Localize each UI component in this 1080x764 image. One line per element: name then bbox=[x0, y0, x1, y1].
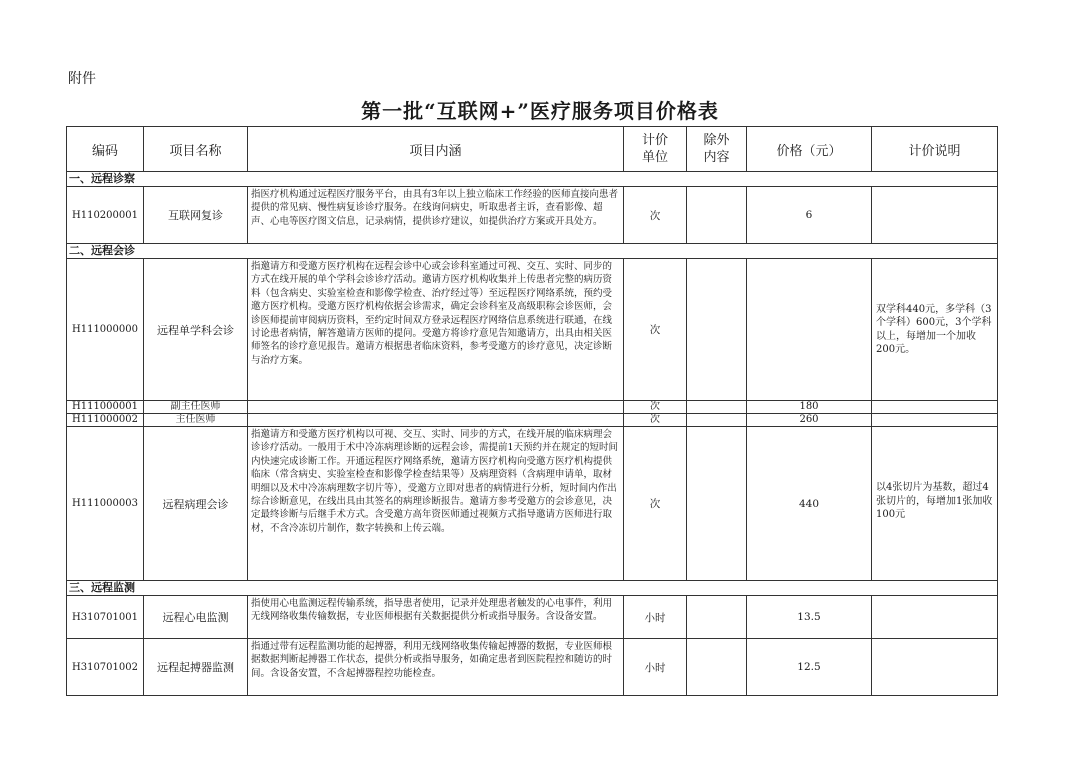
section-row bbox=[67, 172, 998, 187]
table-row bbox=[67, 596, 998, 639]
cell-note bbox=[872, 639, 998, 696]
cell-price: 6 bbox=[747, 187, 872, 244]
page-title: 第一批“互联网+”医疗服务项目价格表 bbox=[361, 99, 719, 123]
cell-note bbox=[872, 414, 998, 427]
cell-price: 13.5 bbox=[747, 596, 872, 639]
cell-unit: 小时 bbox=[624, 596, 687, 639]
cell-unit: 次 bbox=[624, 259, 687, 401]
cell-content bbox=[248, 401, 624, 414]
section-label: 二、远程会诊 bbox=[67, 244, 998, 259]
header-price: 价格（元） bbox=[747, 127, 872, 172]
cell-content: 指医疗机构通过远程医疗服务平台，由具有3年以上独立临床工作经验的医师直接向患者提供的常见病、慢性病复诊诊疗服务。在线询问病史，听取患者主诉，查看影像、超声、心电等医疗图文信息，记录病情，提供诊疗建议，如提供治疗方案或开具处方。 bbox=[248, 187, 624, 244]
cell-name: 远程单学科会诊 bbox=[144, 259, 248, 401]
cell-excluded bbox=[687, 639, 747, 696]
table-row bbox=[67, 414, 998, 427]
cell-content: 指使用心电监测远程传输系统，指导患者使用，记录并处理患者触发的心电事件，利用无线网络收集传输数据，专业医师根据有关数据提供分析或指导服务。含设备安置。 bbox=[248, 596, 624, 639]
cell-price: 260 bbox=[747, 414, 872, 427]
table-header-row bbox=[67, 127, 998, 172]
header-unit-text: 计价单位 bbox=[641, 133, 668, 165]
cell-name: 远程病理会诊 bbox=[144, 427, 248, 581]
table-row bbox=[67, 639, 998, 696]
cell-unit: 小时 bbox=[624, 639, 687, 696]
cell-content: 指通过带有远程监测功能的起搏器，利用无线网络收集传输起搏器的数据，专业医师根据数据判断起搏器工作状态，提供分析或指导服务，如确定患者到医院程控和随访的时间。含设备安置，不含起搏器程控功能检查。 bbox=[248, 639, 624, 696]
price-table bbox=[66, 126, 998, 696]
cell-content: 指邀请方和受邀方医疗机构以可视、交互、实时、同步的方式，在线开展的临床病理会诊诊疗活动。一般用于术中冷冻病理诊断的远程会诊，需提前1天预约并在规定的短时间内快速完成诊断工作。开通远程医疗网络系统，邀请方医疗机构向受邀方医疗机构提供临床（常含病史、实验室检查和影像学检查结果等）及病理资料（含病理申请单，取材明细以及术中冷冻病理数字切片等），受邀方立即对患者的病情进行分析，短时间内作出综合诊断意见，在线出具由其签名的病理诊断报告。邀请方参考受邀方的会诊意见，决定最终诊断与后继手术方式。含受邀方高年资医师通过视频方式指导邀请方医师进行取材，不含冷冻切片制作，数字转换和上传云端。 bbox=[248, 427, 624, 581]
cell-unit: 次 bbox=[624, 414, 687, 427]
cell-name: 互联网复诊 bbox=[144, 187, 248, 244]
cell-price bbox=[747, 259, 872, 401]
cell-note bbox=[872, 401, 998, 414]
cell-note bbox=[872, 596, 998, 639]
cell-price: 12.5 bbox=[747, 639, 872, 696]
cell-name: 副主任医师 bbox=[144, 401, 248, 414]
cell-name: 主任医师 bbox=[144, 414, 248, 427]
table-row bbox=[67, 427, 998, 581]
header-content: 项目内涵 bbox=[248, 127, 624, 172]
attachment-label: 附件 bbox=[68, 71, 96, 87]
cell-code: H110200001 bbox=[67, 187, 144, 244]
table-row bbox=[67, 401, 998, 414]
section-label: 一、远程诊察 bbox=[67, 172, 998, 187]
cell-name: 远程心电监测 bbox=[144, 596, 248, 639]
cell-unit: 次 bbox=[624, 401, 687, 414]
header-note: 计价说明 bbox=[872, 127, 998, 172]
cell-price: 180 bbox=[747, 401, 872, 414]
cell-code: H310701001 bbox=[67, 596, 144, 639]
header-excluded-text: 除外内容 bbox=[703, 133, 730, 165]
cell-excluded bbox=[687, 259, 747, 401]
cell-excluded bbox=[687, 596, 747, 639]
cell-excluded bbox=[687, 427, 747, 581]
header-excluded bbox=[687, 127, 747, 172]
cell-code: H111000002 bbox=[67, 414, 144, 427]
table-row bbox=[67, 187, 998, 244]
section-row bbox=[67, 581, 998, 596]
cell-excluded bbox=[687, 401, 747, 414]
section-label: 三、远程监测 bbox=[67, 581, 998, 596]
header-unit bbox=[624, 127, 687, 172]
header-code: 编码 bbox=[67, 127, 144, 172]
cell-note: 以4张切片为基数，超过4张切片的，每增加1张加收100元 bbox=[872, 427, 998, 581]
cell-name: 远程起搏器监测 bbox=[144, 639, 248, 696]
cell-unit: 次 bbox=[624, 427, 687, 581]
cell-code: H111000003 bbox=[67, 427, 144, 581]
cell-content: 指邀请方和受邀方医疗机构在远程会诊中心或会诊科室通过可视、交互、实时、同步的方式在线开展的单个学科会诊诊疗活动。邀请方医疗机构收集并上传患者完整的病历资料（包含病史、实验室检查和影像学检查、治疗经过等）至远程医疗网络系统，预约受邀方医疗机构。受邀方医疗机构依据会诊需求，确定会诊科室及高级职称会诊医师，会诊医师提前审阅病历资料，至约定时间双方登录远程医疗网络信息系统进行联通，在线讨论患者病情，解答邀请方医师的提问。受邀方将诊疗意见告知邀请方，出具由相关医师签名的诊疗意见报告。邀请方根据患者临床资料，参考受邀方的诊疗意见，决定诊断与治疗方案。 bbox=[248, 259, 624, 401]
table-row bbox=[67, 259, 998, 401]
header-name: 项目名称 bbox=[144, 127, 248, 172]
cell-content bbox=[248, 414, 624, 427]
cell-excluded bbox=[687, 187, 747, 244]
cell-note: 双学科440元，多学科（3个学科）600元，3个学科以上，每增加一个加收200元。 bbox=[872, 259, 998, 401]
section-row bbox=[67, 244, 998, 259]
cell-unit: 次 bbox=[624, 187, 687, 244]
cell-code: H310701002 bbox=[67, 639, 144, 696]
cell-code: H111000001 bbox=[67, 401, 144, 414]
cell-price: 440 bbox=[747, 427, 872, 581]
cell-note bbox=[872, 187, 998, 244]
cell-code: H111000000 bbox=[67, 259, 144, 401]
cell-excluded bbox=[687, 414, 747, 427]
